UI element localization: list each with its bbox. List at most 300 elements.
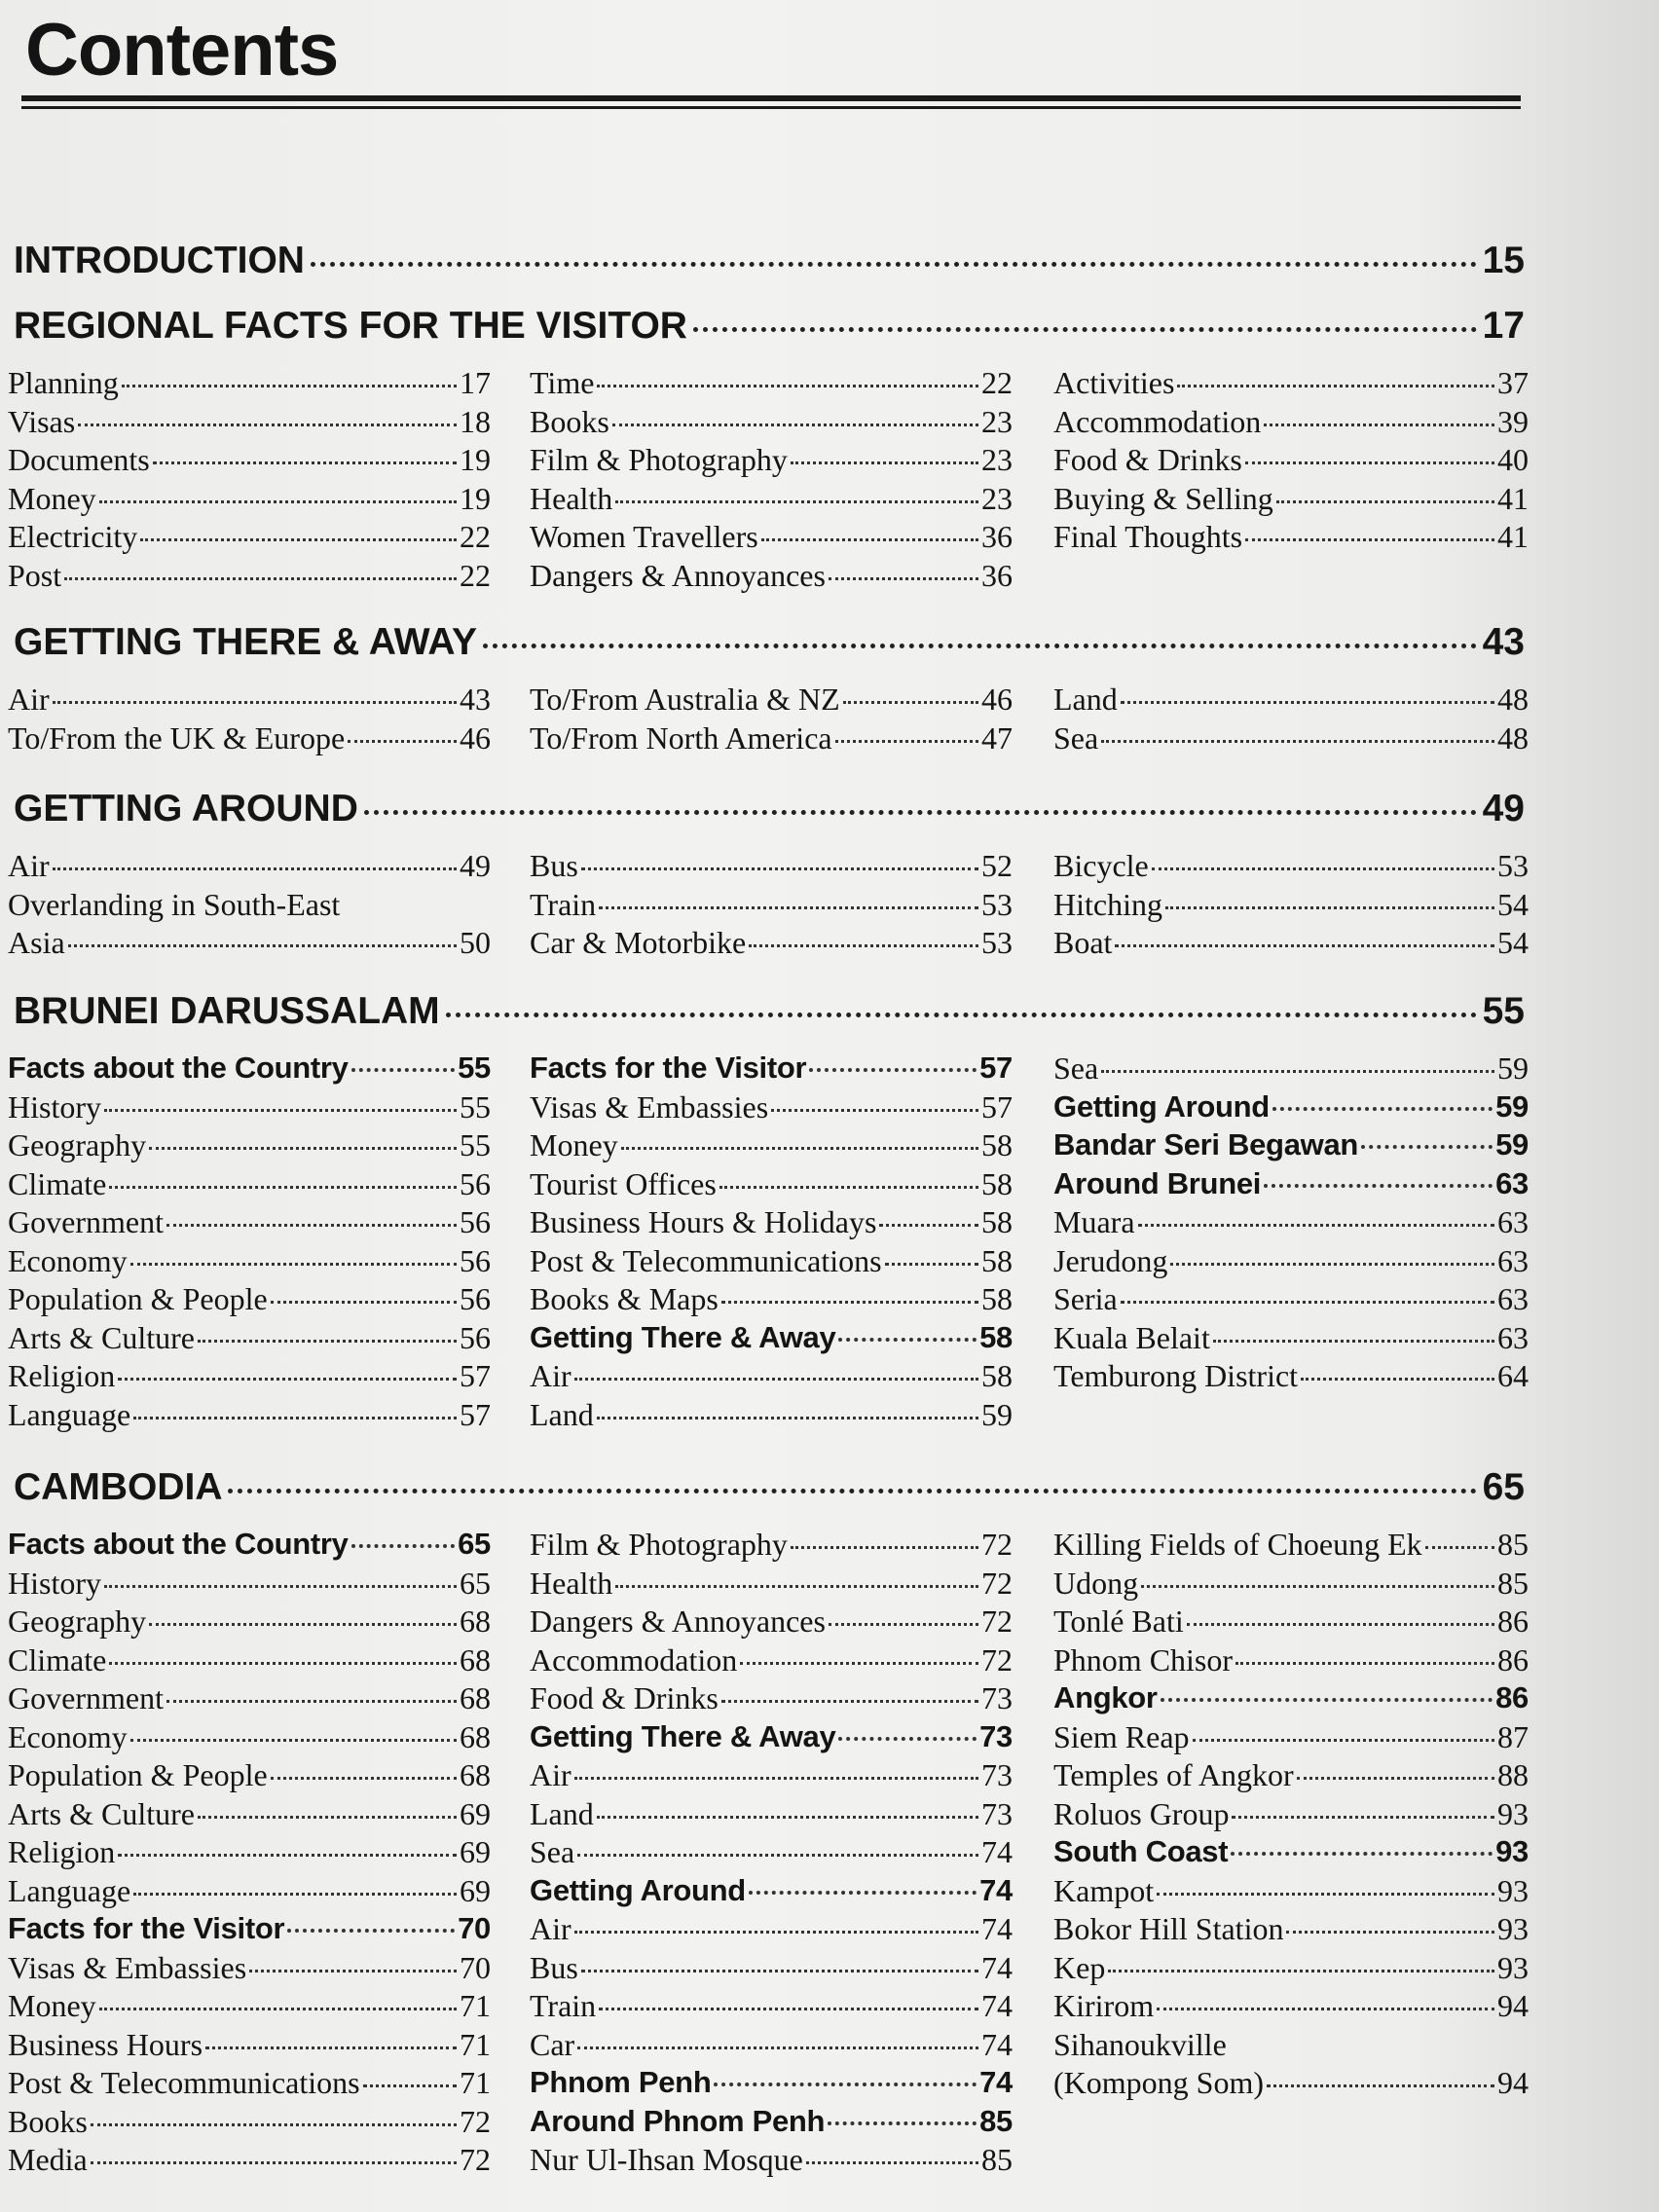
dot-leader (581, 867, 978, 870)
toc-entry[interactable] (530, 519, 1013, 558)
toc-column (8, 848, 491, 964)
toc-entry[interactable] (8, 442, 491, 481)
dot-leader (198, 1816, 457, 1819)
toc-entry[interactable] (1053, 481, 1529, 520)
dot-leader (1232, 1816, 1494, 1819)
dot-leader (149, 1147, 457, 1150)
toc-entry[interactable] (1053, 925, 1529, 964)
dot-leader (771, 1109, 978, 1112)
entry-title: Roluos Group (1053, 1795, 1230, 1831)
toc-entry[interactable] (1053, 1527, 1529, 1566)
toc-subheading[interactable] (8, 1051, 491, 1089)
entry-page-number: 74 (979, 1872, 1013, 1907)
dot-leader (149, 1623, 457, 1626)
toc-entry[interactable] (530, 2142, 1013, 2181)
toc-entry[interactable] (1053, 1320, 1529, 1359)
toc-subheading[interactable] (1053, 1127, 1529, 1166)
entry-title: Post & Telecommunications (530, 1242, 882, 1278)
entry-page-number: 74 (979, 2065, 1013, 2099)
toc-entry[interactable] (530, 1911, 1013, 1950)
dot-leader (271, 1777, 457, 1780)
toc-entry[interactable] (8, 1988, 491, 2027)
toc-entry[interactable] (8, 519, 491, 558)
toc-entry[interactable] (8, 1680, 491, 1719)
dot-leader (311, 262, 1477, 267)
dot-leader (166, 1700, 457, 1703)
section-title: INTRODUCTION (14, 240, 305, 281)
toc-entry[interactable] (530, 365, 1013, 404)
toc-entry[interactable] (8, 1950, 491, 1989)
entry-title: Facts for the Visitor (8, 1911, 285, 1945)
toc-entry[interactable] (1053, 1911, 1529, 1950)
entry-title: Temples of Angkor (1053, 1757, 1294, 1792)
toc-entry[interactable] (8, 2065, 491, 2104)
toc-entry[interactable] (8, 2104, 491, 2143)
dot-leader (1177, 385, 1494, 387)
toc-entry[interactable] (1053, 1243, 1529, 1282)
entry-page-number: 58 (981, 1165, 1013, 1201)
toc-entry[interactable] (8, 2027, 491, 2066)
section-page-number: 65 (1482, 1466, 1525, 1508)
entry-title: Health (530, 1565, 613, 1601)
dot-leader (153, 461, 457, 464)
entry-page-number: 39 (1497, 403, 1529, 439)
entry-title: Killing Fields of Choeung Ek (1053, 1527, 1422, 1562)
toc-column (1053, 1051, 1529, 1397)
toc-entry[interactable] (8, 1166, 491, 1205)
entry-page-number: 93 (1495, 1834, 1529, 1868)
dot-leader (835, 740, 978, 743)
toc-entry[interactable] (530, 720, 1013, 759)
toc-entry[interactable] (1053, 2065, 1529, 2104)
dot-leader (1286, 1931, 1494, 1934)
toc-entry[interactable] (1053, 1566, 1529, 1604)
dot-leader (53, 701, 457, 704)
entry-page-number: 63 (1495, 1165, 1529, 1200)
section-title: GETTING AROUND (14, 788, 358, 830)
toc-entry[interactable] (8, 1834, 491, 1873)
entry-page-number: 71 (460, 2065, 491, 2100)
entry-title: Muara (1053, 1204, 1135, 1239)
entry-page-number: 56 (460, 1281, 491, 1316)
dot-leader (109, 1186, 457, 1189)
toc-entry[interactable] (1053, 1642, 1529, 1681)
entry-page-number: 37 (1497, 365, 1529, 400)
toc-entry[interactable] (1053, 1719, 1529, 1758)
dot-leader (287, 1929, 455, 1933)
toc-entry[interactable] (530, 1243, 1013, 1282)
toc-entry[interactable] (8, 1243, 491, 1282)
entry-title: Air (8, 682, 50, 717)
entry-page-number: 22 (460, 519, 491, 554)
entry-page-number: 23 (981, 480, 1013, 516)
entry-page-number: 54 (1497, 925, 1529, 960)
dot-leader (714, 2083, 977, 2086)
toc-entry[interactable] (8, 558, 491, 597)
entry-title: Dangers & Annoyances (530, 557, 826, 593)
dot-leader (597, 1417, 978, 1419)
entry-title: Kep (1053, 1949, 1106, 1985)
entry-page-number: 58 (981, 1127, 1013, 1162)
entry-page-number: 86 (1497, 1641, 1529, 1677)
section-page-number: 55 (1482, 990, 1525, 1032)
entry-page-number: 41 (1497, 480, 1529, 516)
dot-leader (140, 538, 457, 541)
entry-title: Money (8, 480, 96, 516)
toc-entry[interactable] (8, 1320, 491, 1359)
entry-title: Health (530, 480, 613, 516)
entry-page-number: 36 (981, 557, 1013, 593)
toc-subheading[interactable] (1053, 1166, 1529, 1205)
toc-entry[interactable] (8, 1796, 491, 1835)
dot-leader (879, 1224, 978, 1227)
entry-title: Climate (8, 1165, 107, 1201)
entry-title: Religion (8, 1834, 116, 1869)
entry-page-number: 63 (1497, 1204, 1529, 1239)
entry-title: Language (8, 1872, 131, 1908)
toc-entry[interactable] (8, 682, 491, 720)
toc-subheading[interactable] (1053, 1834, 1529, 1873)
toc-subheading[interactable] (1053, 1680, 1529, 1719)
entry-title: Women Travellers (530, 519, 758, 554)
entry-title: Tourist Offices (530, 1165, 717, 1201)
toc-entry[interactable] (530, 1281, 1013, 1320)
toc-subheading[interactable] (8, 1527, 491, 1566)
toc-entry[interactable] (1053, 1604, 1529, 1642)
dot-leader (809, 1068, 977, 1072)
toc-entry[interactable] (530, 682, 1013, 720)
toc-entry[interactable] (8, 1281, 491, 1320)
toc-entry[interactable] (1053, 1757, 1529, 1796)
entry-page-number: 59 (1495, 1088, 1529, 1124)
toc-entry[interactable] (8, 1566, 491, 1604)
entry-title: Facts about the Country (8, 1051, 349, 1085)
toc-entry[interactable] (8, 848, 491, 887)
toc-entry[interactable] (8, 1127, 491, 1166)
toc-column (530, 1051, 1013, 1435)
toc-entry[interactable] (530, 1642, 1013, 1681)
toc-entry[interactable] (1053, 720, 1529, 759)
toc-entry[interactable] (1053, 1796, 1529, 1835)
dot-leader (577, 1854, 978, 1857)
entry-page-number: 53 (981, 886, 1013, 922)
entry-page-number: 94 (1497, 1988, 1529, 2023)
entry-page-number: 47 (981, 719, 1013, 756)
toc-column (8, 1051, 491, 1435)
entry-page-number: 43 (460, 682, 491, 717)
dot-leader (166, 1224, 457, 1227)
toc-entry[interactable] (530, 1089, 1013, 1128)
entry-title: Tonlé Bati (1053, 1604, 1184, 1639)
toc-entry[interactable] (8, 1089, 491, 1128)
entry-page-number: 73 (981, 1680, 1013, 1715)
toc-entry[interactable] (1053, 404, 1529, 443)
dot-leader (843, 701, 978, 704)
toc-entry[interactable] (530, 1988, 1013, 2027)
toc-entry[interactable] (530, 1796, 1013, 1835)
toc-entry[interactable] (530, 442, 1013, 481)
toc-entry[interactable] (8, 1719, 491, 1758)
toc-entry[interactable] (530, 1566, 1013, 1604)
entry-page-number: 93 (1497, 1949, 1529, 1985)
dot-leader (749, 944, 978, 947)
dot-leader (1170, 1263, 1494, 1266)
toc-subheading[interactable] (8, 1911, 491, 1950)
entry-title: Udong (1053, 1565, 1139, 1601)
entry-page-number: 87 (1497, 1718, 1529, 1754)
dot-leader (1193, 1739, 1494, 1742)
toc-entry[interactable] (8, 1604, 491, 1642)
dot-leader (1157, 2008, 1494, 2010)
toc-entry[interactable] (530, 1127, 1013, 1166)
dot-leader (1245, 461, 1494, 464)
toc-entry[interactable] (530, 848, 1013, 887)
entry-page-number: 58 (981, 1242, 1013, 1278)
toc-column (8, 1527, 491, 2181)
entry-title: Activities (1053, 365, 1175, 400)
entry-title: Population & People (8, 1757, 268, 1792)
entry-page-number: 46 (460, 719, 491, 756)
dot-leader (351, 1544, 455, 1548)
toc-subheading[interactable] (530, 2065, 1013, 2104)
entry-title: Climate (8, 1641, 107, 1677)
section-heading[interactable] (14, 788, 1525, 830)
entry-page-number: 74 (981, 1911, 1013, 1946)
title-rule-thick (21, 95, 1521, 101)
toc-entry[interactable] (530, 1166, 1013, 1205)
dot-leader (133, 1417, 457, 1419)
dot-leader (885, 1263, 978, 1266)
entry-title: Business Hours (8, 2026, 203, 2062)
toc-entry[interactable] (8, 1642, 491, 1681)
dot-leader (761, 538, 978, 541)
toc-entry[interactable] (1053, 365, 1529, 404)
toc-entry[interactable] (1053, 519, 1529, 558)
dot-leader (612, 424, 978, 426)
toc-entry[interactable] (8, 1757, 491, 1796)
entry-title: Around Phnom Penh (530, 2103, 826, 2138)
section-heading[interactable] (14, 240, 1525, 282)
dot-leader (1213, 1340, 1494, 1343)
entry-page-number: 85 (1497, 1527, 1529, 1562)
toc-subheading[interactable] (1053, 1089, 1529, 1128)
entry-title: Visas (8, 403, 76, 439)
toc-column (530, 848, 1013, 964)
entry-title: Kuala Belait (1053, 1319, 1210, 1355)
entry-page-number: 41 (1497, 519, 1529, 554)
entry-title: Phnom Chisor (1053, 1641, 1234, 1677)
toc-subheading[interactable] (530, 2104, 1013, 2143)
dot-leader (1157, 1893, 1494, 1896)
toc-column (1053, 848, 1529, 964)
entry-page-number: 56 (460, 1242, 491, 1278)
toc-entry[interactable] (8, 925, 491, 964)
entry-page-number: 57 (981, 1088, 1013, 1124)
dot-leader (719, 1186, 978, 1189)
toc-entry[interactable] (1053, 1051, 1529, 1089)
dot-leader (1276, 500, 1494, 503)
dot-leader (91, 2161, 457, 2164)
dot-leader (68, 944, 457, 947)
entry-page-number: 88 (1497, 1757, 1529, 1792)
entry-title: Kampot (1053, 1872, 1155, 1908)
toc-entry[interactable] (530, 1358, 1013, 1397)
section-page-number: 15 (1482, 240, 1525, 281)
toc-entry[interactable] (530, 887, 1013, 926)
toc-entry[interactable] (8, 1358, 491, 1397)
toc-entry[interactable] (1053, 1988, 1529, 2027)
entry-page-number: 40 (1497, 442, 1529, 477)
dot-leader (198, 1340, 457, 1343)
dot-leader (1152, 867, 1494, 870)
toc-entry[interactable] (530, 925, 1013, 964)
toc-column (530, 365, 1013, 596)
entry-title: History (8, 1088, 101, 1124)
toc-entry[interactable] (8, 1204, 491, 1243)
section-heading[interactable] (14, 990, 1525, 1033)
entry-title: Sihanoukville (1053, 2026, 1227, 2062)
dot-leader (1121, 701, 1494, 704)
entry-page-number: 72 (460, 2103, 491, 2139)
entry-page-number: 63 (1497, 1319, 1529, 1355)
entry-page-number: 58 (981, 1204, 1013, 1239)
toc-entry[interactable] (8, 720, 491, 759)
toc-entry[interactable] (1053, 1358, 1529, 1397)
toc-column (8, 365, 491, 596)
toc-entry[interactable] (8, 481, 491, 520)
dot-leader (64, 577, 457, 580)
entry-title: Bokor Hill Station (1053, 1911, 1284, 1946)
toc-entry[interactable] (530, 558, 1013, 597)
entry-title: Bus (530, 1949, 578, 1985)
entry-title: History (8, 1565, 101, 1601)
toc-entry[interactable] (530, 1680, 1013, 1719)
entry-title: Planning (8, 365, 119, 400)
toc-subheading[interactable] (530, 1320, 1013, 1359)
entry-page-number: 59 (981, 1396, 1013, 1432)
entry-page-number: 68 (460, 1641, 491, 1677)
entry-page-number: 23 (981, 403, 1013, 439)
entry-title: Media (8, 2142, 88, 2177)
toc-entry[interactable] (1053, 1873, 1529, 1912)
entry-page-number: 93 (1497, 1872, 1529, 1908)
dot-leader (615, 500, 978, 503)
toc-entry[interactable] (530, 404, 1013, 443)
toc-entry[interactable] (1053, 848, 1529, 887)
entry-title: Kirirom (1053, 1988, 1155, 2023)
toc-entry[interactable] (8, 887, 491, 926)
toc-entry[interactable] (1053, 1281, 1529, 1320)
entry-page-number: 59 (1495, 1127, 1529, 1161)
toc-entry[interactable] (8, 404, 491, 443)
dot-leader (599, 2008, 978, 2010)
entry-page-number: 69 (460, 1834, 491, 1869)
entry-page-number: 50 (460, 925, 491, 960)
toc-entry[interactable] (530, 1397, 1013, 1436)
page-title: Contents (25, 9, 339, 92)
entry-page-number: 68 (460, 1604, 491, 1639)
entry-page-number: 22 (981, 365, 1013, 400)
entry-title: Boat (1053, 925, 1113, 960)
section-heading[interactable] (14, 1466, 1525, 1509)
toc-entry[interactable] (1053, 1950, 1529, 1989)
toc-entry[interactable] (8, 365, 491, 404)
entry-page-number: 64 (1497, 1358, 1529, 1393)
toc-subheading[interactable] (530, 1051, 1013, 1089)
entry-title: Dangers & Annoyances (530, 1604, 826, 1639)
toc-entry[interactable] (8, 1873, 491, 1912)
toc-entry[interactable] (530, 1757, 1013, 1796)
entry-title: Post & Telecommunications (8, 2065, 360, 2100)
section-heading[interactable] (14, 621, 1525, 664)
toc-entry[interactable] (530, 1950, 1013, 1989)
entry-title: Air (530, 1911, 571, 1946)
entry-page-number: 72 (460, 2142, 491, 2177)
section-heading[interactable] (14, 305, 1525, 348)
entry-title: Sea (530, 1834, 575, 1869)
toc-entry[interactable] (1053, 682, 1529, 720)
entry-page-number: 58 (981, 1281, 1013, 1316)
entry-title: Train (530, 886, 597, 922)
toc-subheading[interactable] (530, 1719, 1013, 1758)
entry-title: Time (530, 365, 595, 400)
entry-page-number: 59 (1497, 1051, 1529, 1086)
toc-entry[interactable] (1053, 887, 1529, 926)
entry-page-number: 94 (1497, 2065, 1529, 2100)
entry-page-number: 18 (460, 403, 491, 439)
dot-leader (91, 2123, 457, 2126)
dot-leader (1245, 538, 1494, 541)
dot-leader (1297, 1777, 1494, 1780)
toc-entry[interactable] (530, 1834, 1013, 1873)
toc-entry[interactable] (1053, 442, 1529, 481)
entry-title: Visas & Embassies (8, 1949, 247, 1985)
toc-entry[interactable] (530, 481, 1013, 520)
entry-title: Air (530, 1757, 571, 1792)
dot-leader (118, 1854, 457, 1857)
toc-subheading[interactable] (530, 1873, 1013, 1912)
entry-page-number: 69 (460, 1795, 491, 1831)
toc-entry[interactable] (530, 1204, 1013, 1243)
toc-entry[interactable] (1053, 1204, 1529, 1243)
entry-title: Asia (8, 925, 65, 960)
toc-entry[interactable] (1053, 2027, 1529, 2066)
toc-entry[interactable] (8, 2142, 491, 2181)
entry-page-number: 68 (460, 1757, 491, 1792)
toc-column (1053, 682, 1529, 758)
toc-entry[interactable] (530, 1527, 1013, 1566)
entry-title: Getting There & Away (530, 1718, 836, 1753)
entry-title: Documents (8, 442, 150, 477)
entry-page-number: 74 (981, 1949, 1013, 1985)
entry-page-number: 49 (460, 848, 491, 883)
entry-title: Facts about the Country (8, 1527, 349, 1561)
entry-title: Nur Ul-Ihsan Mosque (530, 2142, 803, 2177)
toc-entry[interactable] (8, 1397, 491, 1436)
entry-title: Accommodation (1053, 403, 1262, 439)
entry-title: Air (530, 1358, 571, 1393)
entry-title: Temburong District (1053, 1358, 1299, 1393)
entry-page-number: 73 (981, 1757, 1013, 1792)
dot-leader (271, 1301, 457, 1304)
entry-title: Facts for the Visitor (530, 1051, 807, 1085)
toc-entry[interactable] (530, 1604, 1013, 1642)
entry-page-number: 23 (981, 442, 1013, 477)
entry-title: Accommodation (530, 1641, 738, 1677)
entry-page-number: 57 (460, 1396, 491, 1432)
dot-leader (1161, 1698, 1493, 1702)
toc-entry[interactable] (530, 2027, 1013, 2066)
